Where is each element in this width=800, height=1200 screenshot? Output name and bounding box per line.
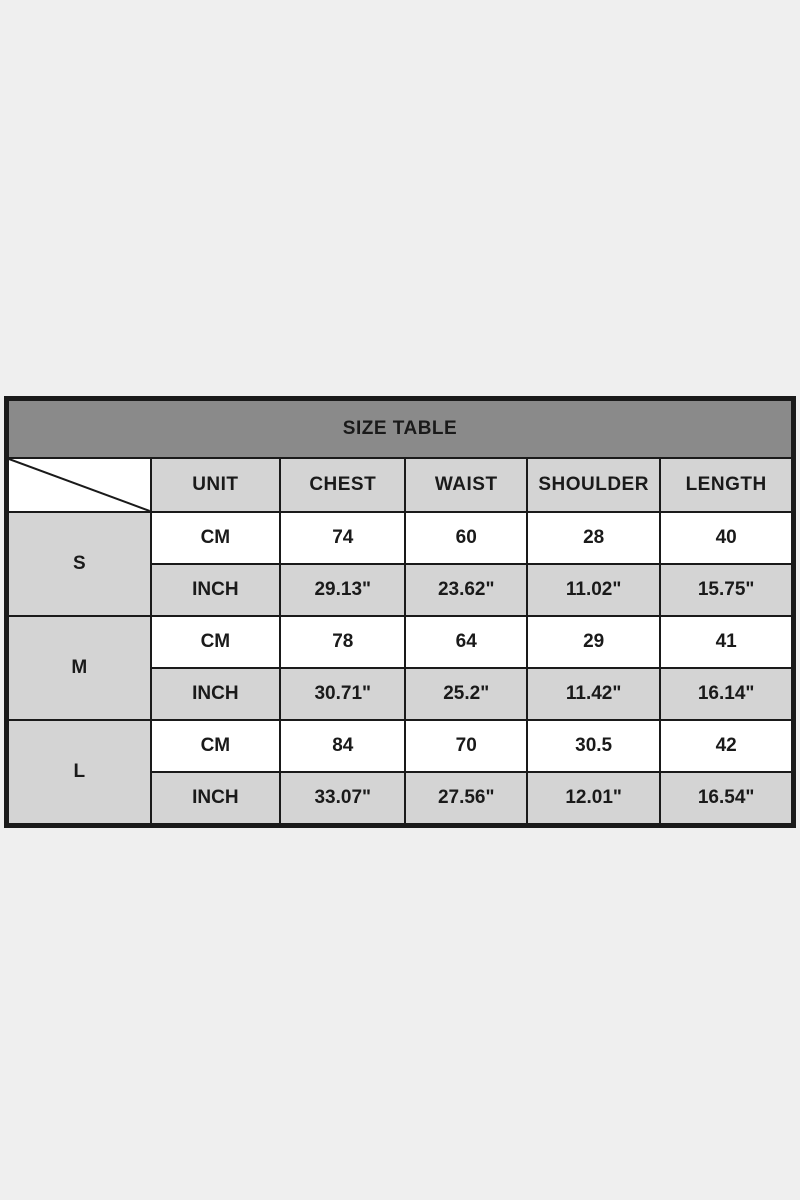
- cell-unit: CM: [151, 512, 280, 564]
- cell-waist: 23.62": [405, 564, 527, 616]
- table-title: SIZE TABLE: [8, 400, 792, 458]
- size-table-container: [4, 396, 796, 828]
- column-header-chest: CHEST: [280, 458, 405, 512]
- table-row: [8, 720, 792, 772]
- corner-diagonal-cell: [8, 458, 151, 512]
- cell-chest: 74: [280, 512, 405, 564]
- cell-unit: INCH: [151, 564, 280, 616]
- cell-unit: CM: [151, 720, 280, 772]
- cell-unit: CM: [151, 616, 280, 668]
- cell-length: 16.54": [660, 772, 792, 824]
- cell-chest: 29.13": [280, 564, 405, 616]
- cell-waist: 60: [405, 512, 527, 564]
- cell-waist: 27.56": [405, 772, 527, 824]
- size-label-s: S: [8, 512, 151, 616]
- cell-shoulder: 11.42": [527, 668, 660, 720]
- size-label-l: L: [8, 720, 151, 824]
- diagonal-divider-icon: [9, 459, 150, 511]
- cell-length: 15.75": [660, 564, 792, 616]
- cell-chest: 33.07": [280, 772, 405, 824]
- column-header-waist: WAIST: [405, 458, 527, 512]
- cell-unit: INCH: [151, 668, 280, 720]
- cell-length: 16.14": [660, 668, 792, 720]
- cell-unit: INCH: [151, 772, 280, 824]
- table-row: [8, 512, 792, 564]
- cell-shoulder: 12.01": [527, 772, 660, 824]
- column-header-length: LENGTH: [660, 458, 792, 512]
- cell-chest: 30.71": [280, 668, 405, 720]
- cell-shoulder: 28: [527, 512, 660, 564]
- cell-shoulder: 29: [527, 616, 660, 668]
- column-header-shoulder: SHOULDER: [527, 458, 660, 512]
- cell-waist: 64: [405, 616, 527, 668]
- table-row: [8, 616, 792, 668]
- cell-length: 42: [660, 720, 792, 772]
- column-header-unit: UNIT: [151, 458, 280, 512]
- cell-waist: 25.2": [405, 668, 527, 720]
- cell-shoulder: 30.5: [527, 720, 660, 772]
- cell-chest: 84: [280, 720, 405, 772]
- cell-length: 41: [660, 616, 792, 668]
- table-header-row: [8, 458, 792, 512]
- cell-shoulder: 11.02": [527, 564, 660, 616]
- table-title-row: [8, 400, 792, 458]
- cell-waist: 70: [405, 720, 527, 772]
- cell-length: 40: [660, 512, 792, 564]
- size-table: [7, 399, 793, 825]
- cell-chest: 78: [280, 616, 405, 668]
- size-label-m: M: [8, 616, 151, 720]
